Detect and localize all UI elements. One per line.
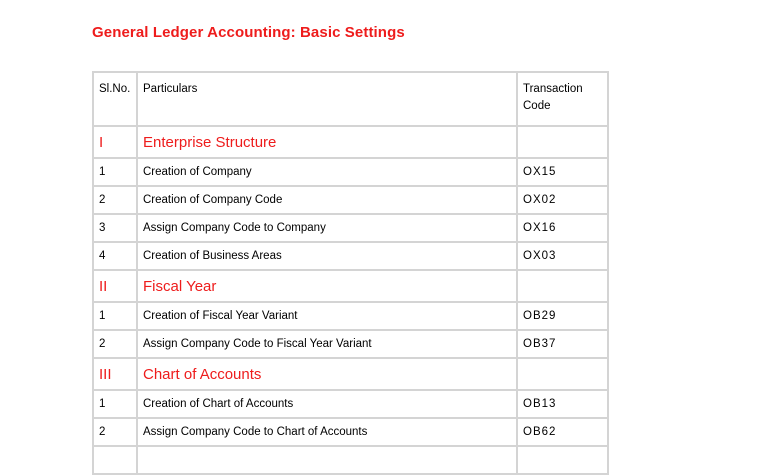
section-row-chart-of-accounts bbox=[93, 358, 608, 390]
row-transaction-code: OB13 bbox=[517, 390, 608, 418]
header-transaction-code bbox=[517, 72, 608, 126]
section-number: III bbox=[93, 358, 137, 390]
section-empty-cell bbox=[517, 270, 608, 302]
table-row bbox=[93, 330, 608, 358]
document-title: General Ledger Accounting: Basic Settings bbox=[92, 24, 405, 41]
row-sl-no: 2 bbox=[93, 330, 137, 358]
row-transaction-code: OX02 bbox=[517, 186, 608, 214]
row-transaction-code: OB29 bbox=[517, 302, 608, 330]
row-sl-no: 2 bbox=[93, 186, 137, 214]
row-transaction-code: OX15 bbox=[517, 158, 608, 186]
row-sl-no: 1 bbox=[93, 158, 137, 186]
row-transaction-code: OB37 bbox=[517, 330, 608, 358]
section-number: I bbox=[93, 126, 137, 158]
section-empty-cell bbox=[517, 358, 608, 390]
row-transaction-code: OX16 bbox=[517, 214, 608, 242]
row-transaction-code: OB62 bbox=[517, 418, 608, 446]
section-title: Fiscal Year bbox=[137, 270, 517, 302]
row-particular bbox=[137, 446, 517, 474]
row-particular: Creation of Business Areas bbox=[137, 242, 517, 270]
row-particular: Assign Company Code to Company bbox=[137, 214, 517, 242]
section-empty-cell bbox=[517, 126, 608, 158]
row-sl-no: 1 bbox=[93, 302, 137, 330]
row-sl-no: 3 bbox=[93, 214, 137, 242]
section-row-enterprise-structure bbox=[93, 126, 608, 158]
section-row-fiscal-year bbox=[93, 270, 608, 302]
row-particular: Creation of Fiscal Year Variant bbox=[137, 302, 517, 330]
header-transaction-code-line2: Code bbox=[523, 100, 551, 112]
section-number: II bbox=[93, 270, 137, 302]
row-particular: Assign Company Code to Chart of Accounts bbox=[137, 418, 517, 446]
row-particular: Assign Company Code to Fiscal Year Variant bbox=[137, 330, 517, 358]
row-particular: Creation of Company Code bbox=[137, 186, 517, 214]
section-title: Enterprise Structure bbox=[137, 126, 517, 158]
table-row bbox=[93, 242, 608, 270]
table-row bbox=[93, 418, 608, 446]
header-transaction-code-line1: Transaction bbox=[523, 83, 583, 95]
table-row bbox=[93, 214, 608, 242]
table-row-partial bbox=[93, 446, 608, 474]
settings-table bbox=[92, 71, 609, 475]
row-particular: Creation of Chart of Accounts bbox=[137, 390, 517, 418]
table-row bbox=[93, 186, 608, 214]
row-sl-no: 1 bbox=[93, 390, 137, 418]
table-header-row bbox=[93, 72, 608, 126]
header-sl-no: Sl.No. bbox=[93, 72, 137, 126]
row-sl-no bbox=[93, 446, 137, 474]
row-particular: Creation of Company bbox=[137, 158, 517, 186]
table-row bbox=[93, 390, 608, 418]
row-transaction-code: OX03 bbox=[517, 242, 608, 270]
table-row bbox=[93, 302, 608, 330]
table-row bbox=[93, 158, 608, 186]
section-title: Chart of Accounts bbox=[137, 358, 517, 390]
row-sl-no: 2 bbox=[93, 418, 137, 446]
header-particulars: Particulars bbox=[137, 72, 517, 126]
row-sl-no: 4 bbox=[93, 242, 137, 270]
row-transaction-code bbox=[517, 446, 608, 474]
